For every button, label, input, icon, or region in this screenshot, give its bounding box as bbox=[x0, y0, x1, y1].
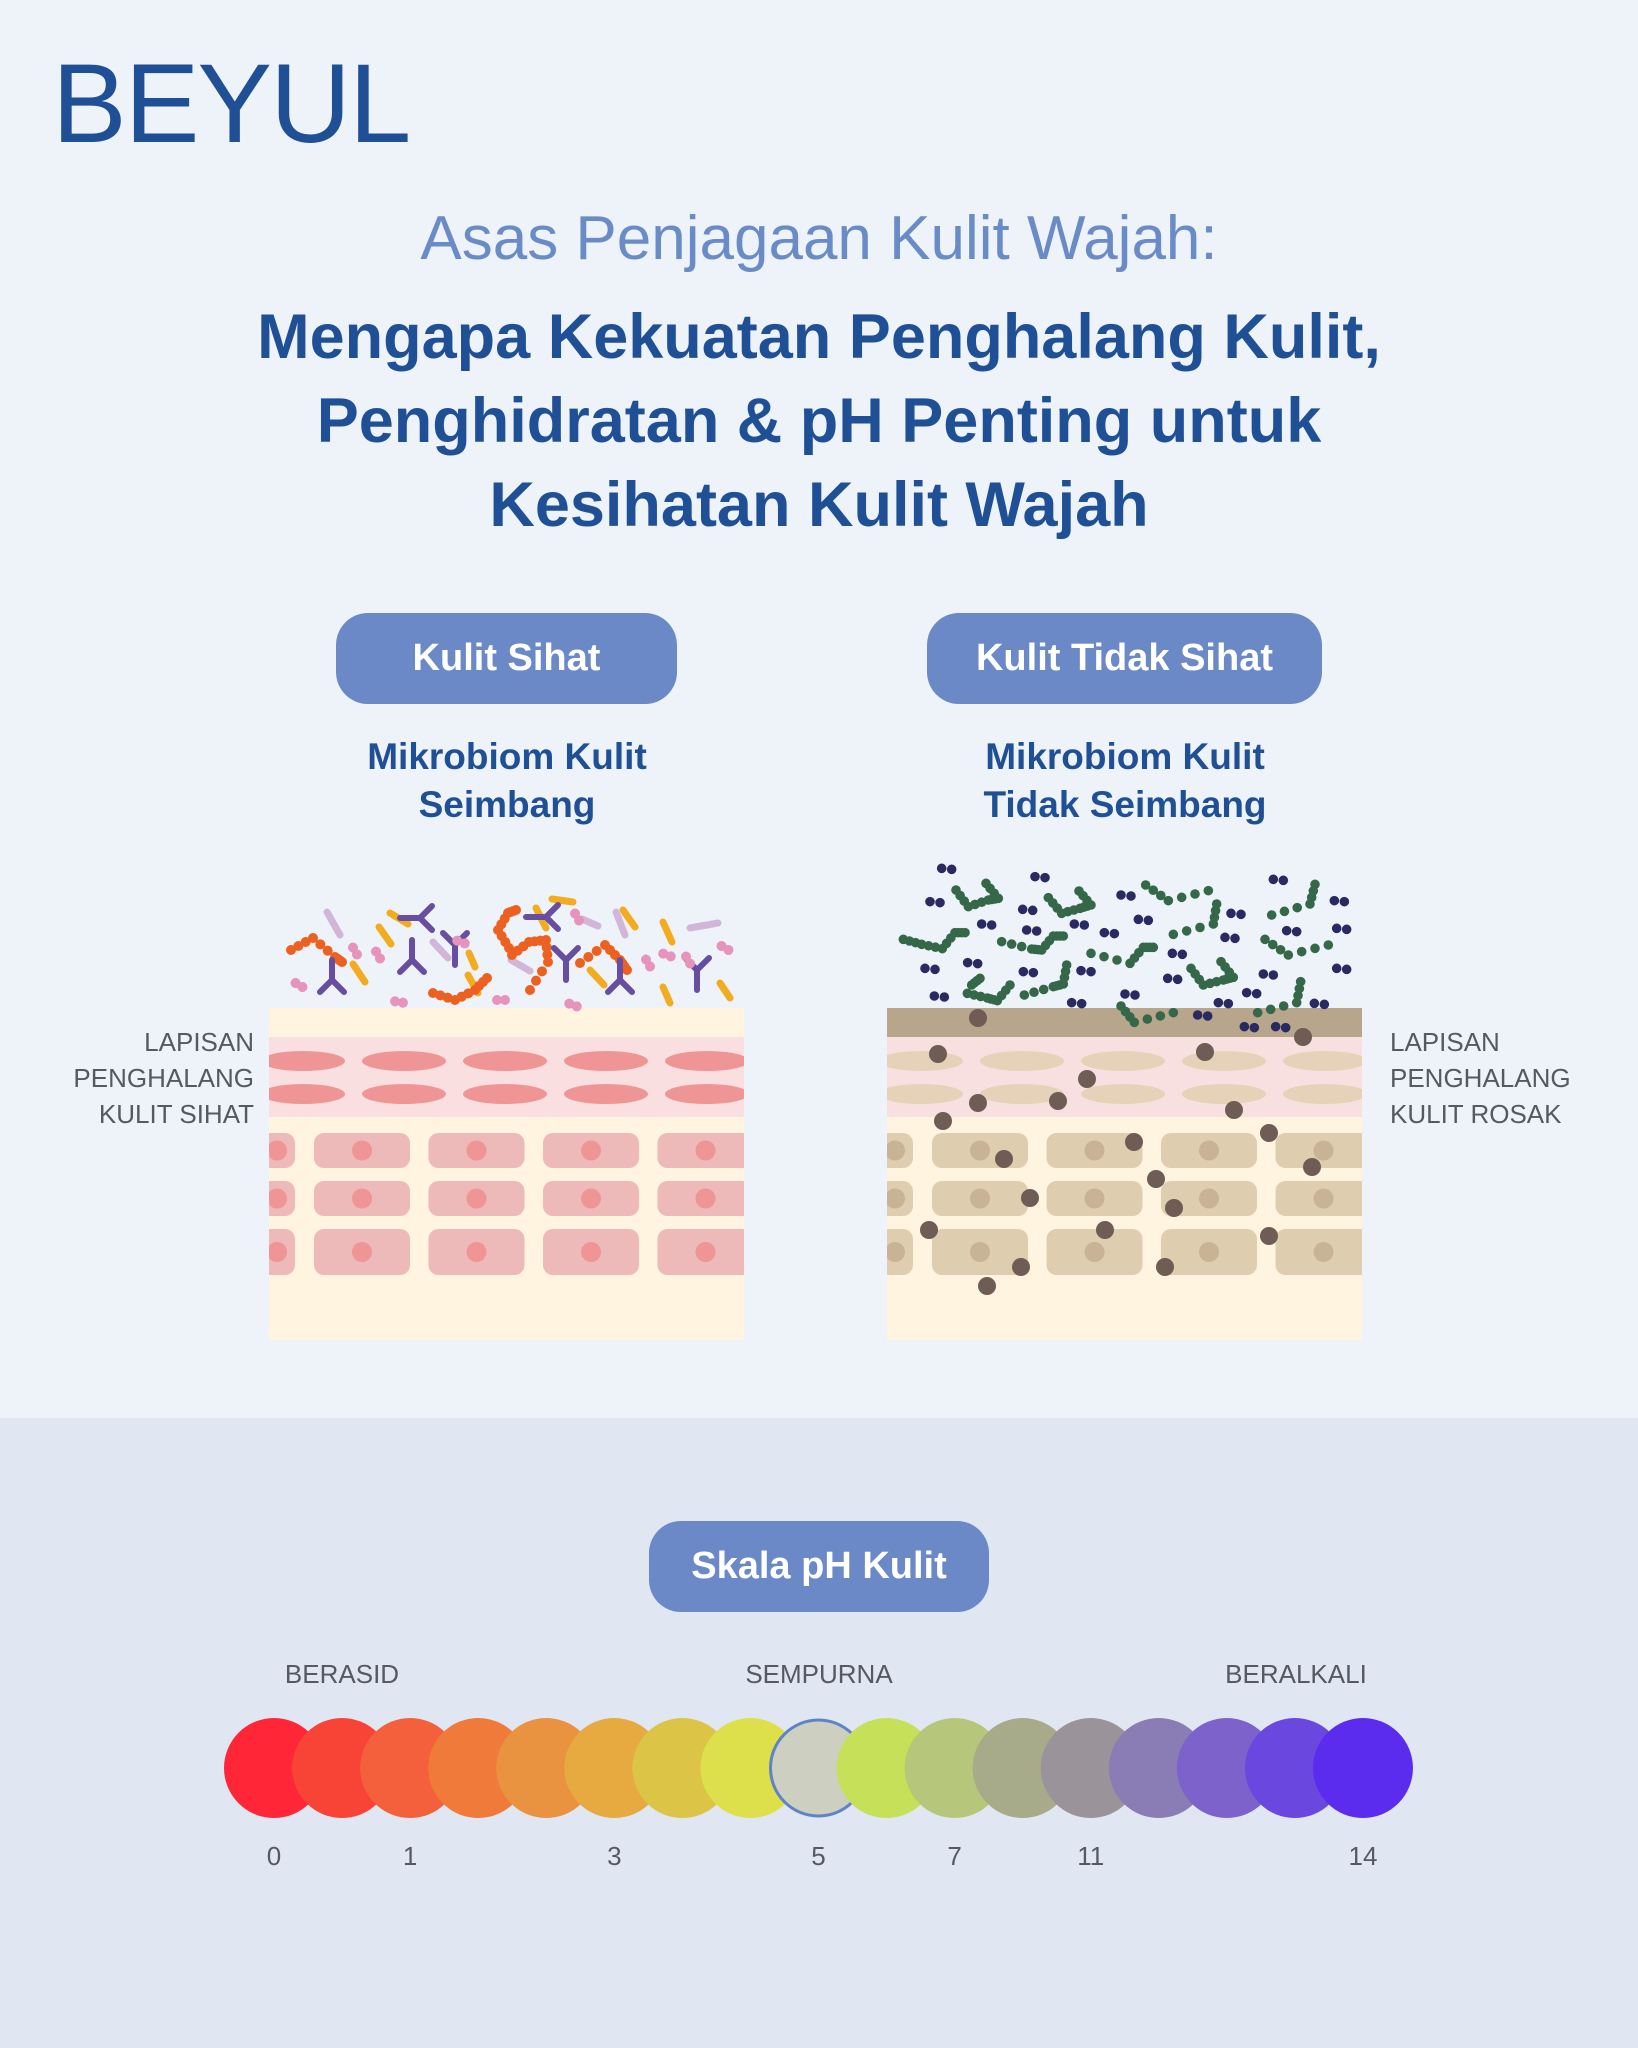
rod-bacteria bbox=[663, 922, 672, 942]
diplococcus bbox=[987, 920, 997, 930]
ph-number: 3 bbox=[607, 1841, 622, 1871]
lipid-cell bbox=[261, 1084, 345, 1104]
diplococcus bbox=[1281, 1023, 1291, 1033]
diplococcus bbox=[1271, 1022, 1281, 1032]
cell-nucleus bbox=[467, 1189, 487, 1209]
title-line-1: Mengapa Kekuatan Penghalang Kulit, bbox=[257, 302, 1381, 372]
diplococcus bbox=[1279, 876, 1289, 886]
diplococcus bbox=[1067, 998, 1077, 1008]
lipid-cell bbox=[1182, 1051, 1266, 1071]
cell-nucleus bbox=[581, 1242, 601, 1262]
cell-nucleus bbox=[581, 1189, 601, 1209]
ph-number: 1 bbox=[402, 1841, 418, 1871]
chain-bacteria bbox=[1324, 940, 1334, 950]
ph-scale-section bbox=[0, 1418, 1638, 2048]
unhealthy-subhead-line-2: Tidak Seimbang bbox=[983, 784, 1267, 825]
diplococcus bbox=[1032, 926, 1042, 936]
lipid-cell bbox=[980, 1051, 1064, 1071]
rod-bacteria bbox=[327, 912, 340, 935]
chain-bacteria bbox=[1005, 980, 1015, 990]
pathogen-particle bbox=[1147, 1170, 1165, 1188]
pathogen-particle bbox=[1303, 1158, 1321, 1176]
healthy-subhead-line-1: Mikrobiom Kulit bbox=[367, 736, 647, 777]
chain-bacteria bbox=[1292, 903, 1302, 913]
chain-bacteria bbox=[537, 966, 547, 976]
healthy-label-line-3: KULIT SIHAT bbox=[98, 1099, 254, 1129]
chain-bacteria bbox=[1169, 1008, 1179, 1018]
y-bacteria bbox=[400, 940, 424, 972]
lipid-cell bbox=[665, 1051, 749, 1071]
diplococcus bbox=[1203, 1011, 1213, 1021]
lipid-cell bbox=[362, 1051, 446, 1071]
ph-number: 0 bbox=[266, 1841, 282, 1871]
chain-bacteria bbox=[1112, 955, 1122, 965]
diplococcus bbox=[715, 939, 736, 957]
cell-nucleus bbox=[696, 1141, 716, 1161]
cell-nucleus bbox=[885, 1189, 905, 1209]
chain-bacteria bbox=[1169, 930, 1179, 940]
pathogen-particle bbox=[1049, 1092, 1067, 1110]
cell-nucleus bbox=[1199, 1141, 1219, 1161]
diplococcus bbox=[1214, 998, 1224, 1008]
healthy-label-line-2: PENGHALANG bbox=[73, 1063, 254, 1093]
diplococcus bbox=[1030, 872, 1040, 882]
cell-nucleus bbox=[1085, 1242, 1105, 1262]
chain-bacteria bbox=[975, 974, 985, 984]
diplococcus bbox=[346, 941, 364, 962]
chain-bacteria bbox=[1182, 926, 1192, 936]
chain-bacteria bbox=[1164, 896, 1174, 906]
pathogen-particle bbox=[1196, 1043, 1214, 1061]
chain-bacteria bbox=[1029, 987, 1039, 997]
diplococcus bbox=[1342, 925, 1352, 935]
chain-bacteria bbox=[1017, 942, 1027, 952]
damaged-label-line-3: KULIT ROSAK bbox=[1390, 1099, 1562, 1129]
diplococcus bbox=[369, 945, 387, 966]
cell-nucleus bbox=[1199, 1242, 1219, 1262]
chain-bacteria bbox=[1099, 952, 1109, 962]
chain-bacteria bbox=[543, 957, 553, 967]
healthy-label-line-1: LAPISAN bbox=[144, 1027, 254, 1057]
rod-bacteria bbox=[379, 927, 391, 944]
cell-nucleus bbox=[352, 1189, 372, 1209]
diplococcus bbox=[1028, 906, 1038, 916]
chain-bacteria bbox=[511, 905, 521, 915]
chain-bacteria bbox=[1279, 1001, 1289, 1011]
pathogen-particle bbox=[920, 1221, 938, 1239]
diplococcus bbox=[639, 953, 657, 974]
chain-bacteria bbox=[583, 952, 593, 962]
diplococcus bbox=[1077, 999, 1087, 1009]
diplococcus bbox=[1040, 873, 1050, 883]
diplococcus bbox=[1332, 964, 1342, 974]
chain-bacteria bbox=[1086, 949, 1096, 959]
rod-bacteria bbox=[433, 942, 448, 958]
pathogen-particle bbox=[1225, 1101, 1243, 1119]
diplococcus bbox=[1110, 929, 1120, 939]
ph-number: 5 bbox=[811, 1841, 826, 1871]
lipid-cell bbox=[463, 1084, 547, 1104]
diplococcus bbox=[920, 964, 930, 974]
chain-bacteria bbox=[1296, 977, 1306, 987]
cell-nucleus bbox=[1085, 1141, 1105, 1161]
rod-bacteria bbox=[511, 960, 530, 971]
pathogen-particle bbox=[1260, 1227, 1278, 1245]
pathogen-particle bbox=[1078, 1070, 1096, 1088]
diplococcus bbox=[1173, 975, 1183, 985]
chain-bacteria bbox=[1297, 947, 1307, 957]
chain-bacteria bbox=[1156, 1011, 1166, 1021]
pathogen-particle bbox=[1021, 1189, 1039, 1207]
diplococcus bbox=[1130, 990, 1140, 1000]
title-line-3: Kesihatan Kulit Wajah bbox=[489, 470, 1149, 540]
diplococcus bbox=[1144, 916, 1154, 926]
diplococcus bbox=[935, 898, 945, 908]
cell-nucleus bbox=[267, 1189, 287, 1209]
diplococcus bbox=[492, 995, 510, 1005]
diplococcus bbox=[1236, 910, 1246, 920]
cell-nucleus bbox=[1314, 1189, 1334, 1209]
diplococcus bbox=[1330, 896, 1340, 906]
pathogen-particle bbox=[969, 1094, 987, 1112]
diplococcus bbox=[1018, 905, 1028, 915]
alkaline-label: BERALKALI bbox=[1225, 1659, 1367, 1689]
chain-bacteria bbox=[1149, 943, 1159, 953]
diplococcus bbox=[973, 959, 983, 969]
diplococcus bbox=[1320, 1000, 1330, 1010]
chain-bacteria bbox=[525, 985, 535, 995]
pathogen-particle bbox=[1165, 1199, 1183, 1217]
ideal-label: SEMPURNA bbox=[745, 1659, 893, 1689]
diplococcus bbox=[1022, 925, 1032, 935]
diplococcus bbox=[389, 996, 408, 1009]
healthy-skin-illustration bbox=[199, 1008, 754, 1340]
diplococcus bbox=[1086, 967, 1096, 977]
lipid-cell bbox=[463, 1051, 547, 1071]
diplococcus bbox=[1178, 950, 1188, 960]
unhealthy-subhead-line-1: Mikrobiom Kulit bbox=[985, 736, 1265, 777]
chain-bacteria bbox=[337, 957, 347, 967]
cell-nucleus bbox=[696, 1242, 716, 1262]
cell-nucleus bbox=[581, 1141, 601, 1161]
barrier-layer bbox=[887, 1037, 1362, 1117]
diplococcus bbox=[1240, 1022, 1250, 1032]
chain-bacteria bbox=[1177, 893, 1187, 903]
cell-nucleus bbox=[1314, 1242, 1334, 1262]
diplococcus bbox=[1168, 949, 1178, 959]
healthy-skin-pill: Kulit Sihat bbox=[336, 613, 677, 704]
chain-bacteria bbox=[1280, 907, 1290, 917]
pathogen-particle bbox=[934, 1112, 952, 1130]
diplococcus bbox=[1340, 897, 1350, 907]
y-bacteria bbox=[400, 906, 432, 930]
chain-bacteria bbox=[1039, 985, 1049, 995]
chain-bacteria bbox=[1062, 960, 1072, 970]
diplococcus bbox=[963, 958, 973, 968]
subtitle: Asas Penjagaan Kulit Wajah: bbox=[420, 204, 1218, 273]
lipid-cell bbox=[1081, 1051, 1165, 1071]
pathogen-particle bbox=[929, 1045, 947, 1063]
cell-nucleus bbox=[970, 1141, 990, 1161]
ph-scale-pill: Skala pH Kulit bbox=[649, 1521, 989, 1612]
cell-nucleus bbox=[885, 1141, 905, 1161]
diplococcus bbox=[1250, 1023, 1260, 1033]
chain-bacteria bbox=[1310, 880, 1320, 890]
chain-bacteria bbox=[1284, 950, 1294, 960]
ph-number: 14 bbox=[1348, 1841, 1378, 1871]
rod-bacteria bbox=[690, 923, 718, 928]
cell-nucleus bbox=[267, 1242, 287, 1262]
cell-nucleus bbox=[467, 1141, 487, 1161]
healthy-subhead-line-2: Seimbang bbox=[418, 784, 596, 825]
diplococcus bbox=[1120, 989, 1130, 999]
lipid-cell bbox=[1283, 1084, 1367, 1104]
cell-nucleus bbox=[352, 1242, 372, 1262]
pathogen-particle bbox=[1156, 1258, 1174, 1276]
diplococcus bbox=[1332, 924, 1342, 934]
rod-bacteria bbox=[552, 899, 573, 902]
diplococcus bbox=[1224, 999, 1234, 1009]
pathogen-particle bbox=[1260, 1124, 1278, 1142]
diplococcus bbox=[977, 919, 987, 929]
diplococcus bbox=[1342, 965, 1352, 975]
chain-bacteria bbox=[575, 958, 585, 968]
chain-bacteria bbox=[1253, 1008, 1263, 1018]
diplococcus bbox=[657, 947, 677, 963]
diplococcus bbox=[1126, 891, 1136, 901]
diplococcus bbox=[1282, 926, 1292, 936]
pathogen-particle bbox=[995, 1150, 1013, 1168]
lipid-cell bbox=[362, 1084, 446, 1104]
diplococcus bbox=[1252, 989, 1262, 999]
cell-nucleus bbox=[267, 1141, 287, 1161]
diplococcus bbox=[1019, 967, 1029, 977]
diplococcus bbox=[1163, 974, 1173, 984]
diplococcus bbox=[1230, 934, 1240, 944]
lipid-cell bbox=[879, 1051, 963, 1071]
acidic-label: BERASID bbox=[284, 1659, 400, 1689]
diplococcus bbox=[1259, 969, 1269, 979]
damaged-label-line-2: PENGHALANG bbox=[1390, 1063, 1571, 1093]
diplococcus bbox=[1193, 1010, 1203, 1020]
chain-bacteria bbox=[592, 946, 602, 956]
diplococcus bbox=[1310, 999, 1320, 1009]
diplococcus bbox=[1100, 928, 1110, 938]
lipid-cell bbox=[1081, 1084, 1165, 1104]
chain-bacteria bbox=[960, 928, 970, 938]
cell-nucleus bbox=[885, 1242, 905, 1262]
diplococcus bbox=[940, 992, 950, 1002]
cell-nucleus bbox=[1314, 1141, 1334, 1161]
pathogen-particle bbox=[1294, 1028, 1312, 1046]
pathogen-particle bbox=[1096, 1221, 1114, 1239]
rod-bacteria bbox=[353, 964, 365, 982]
diplococcus bbox=[930, 991, 940, 1001]
diplococcus bbox=[1070, 919, 1080, 929]
rod-bacteria bbox=[623, 910, 635, 927]
damaged-label-line-1: LAPISAN bbox=[1390, 1027, 1500, 1057]
chain-bacteria bbox=[1216, 957, 1226, 967]
chain-bacteria bbox=[1190, 889, 1200, 899]
diplococcus bbox=[1292, 927, 1302, 937]
cell-nucleus bbox=[970, 1242, 990, 1262]
cell-nucleus bbox=[1199, 1189, 1219, 1209]
chain-bacteria bbox=[1074, 886, 1084, 896]
diplococcus bbox=[1029, 968, 1039, 978]
lipid-cell bbox=[564, 1051, 648, 1071]
pathogen-particle bbox=[978, 1277, 996, 1295]
stratum-corneum bbox=[269, 1008, 744, 1037]
cell-nucleus bbox=[970, 1189, 990, 1209]
pathogen-particle bbox=[1125, 1133, 1143, 1151]
rod-bacteria bbox=[469, 953, 475, 967]
diplococcus bbox=[1220, 933, 1230, 943]
diplococcus bbox=[1242, 988, 1252, 998]
chain-bacteria bbox=[1020, 990, 1030, 1000]
chain-bacteria bbox=[622, 965, 632, 975]
rod-bacteria bbox=[590, 970, 604, 985]
y-bacteria bbox=[554, 948, 578, 980]
diplococcus bbox=[1269, 970, 1279, 980]
rod-bacteria bbox=[663, 987, 670, 1003]
chain-bacteria bbox=[1007, 939, 1017, 949]
chain-bacteria bbox=[1130, 1018, 1140, 1028]
chain-bacteria bbox=[1266, 1005, 1276, 1015]
diplococcus bbox=[1226, 909, 1236, 919]
pathogen-particle bbox=[1012, 1258, 1030, 1276]
diplococcus bbox=[1134, 915, 1144, 925]
chain-bacteria bbox=[1310, 944, 1320, 954]
chain-bacteria bbox=[531, 976, 541, 986]
title-line-2: Penghidratan & pH Penting untuk bbox=[316, 386, 1322, 456]
chain-bacteria bbox=[1143, 1014, 1153, 1024]
imbalanced-microbiome-illustration bbox=[899, 864, 1352, 1033]
unhealthy-skin-pill: Kulit Tidak Sihat bbox=[927, 613, 1322, 704]
lipid-cell bbox=[879, 1084, 963, 1104]
lipid-cell bbox=[564, 1084, 648, 1104]
lipid-cell bbox=[261, 1051, 345, 1071]
pathogen-particle bbox=[969, 1009, 987, 1027]
diplococcus bbox=[1269, 875, 1279, 885]
rod-bacteria bbox=[720, 983, 730, 998]
ph-number: 11 bbox=[1077, 1841, 1105, 1871]
diplococcus bbox=[947, 865, 957, 875]
damaged-skin-illustration bbox=[817, 1008, 1372, 1340]
cell-nucleus bbox=[696, 1189, 716, 1209]
diplococcus bbox=[930, 965, 940, 975]
lipid-cell bbox=[1182, 1084, 1266, 1104]
diplococcus bbox=[1116, 890, 1126, 900]
brand-logo: BEYUL bbox=[52, 41, 410, 166]
diplococcus bbox=[1080, 920, 1090, 930]
chain-bacteria bbox=[1059, 931, 1069, 941]
barrier-layer bbox=[269, 1037, 744, 1117]
cell-nucleus bbox=[1085, 1189, 1105, 1209]
chain-bacteria bbox=[997, 937, 1007, 947]
chain-bacteria bbox=[1204, 886, 1214, 896]
diplococcus bbox=[1076, 966, 1086, 976]
balanced-microbiome-illustration bbox=[286, 899, 735, 1013]
chain-bacteria bbox=[1212, 899, 1222, 909]
chain-bacteria bbox=[1267, 910, 1277, 920]
chain-bacteria bbox=[981, 879, 991, 889]
rod-bacteria bbox=[582, 919, 598, 926]
diplococcus bbox=[289, 976, 310, 994]
chain-bacteria bbox=[1195, 923, 1205, 933]
diplococcus bbox=[937, 864, 947, 874]
lipid-cell bbox=[1283, 1051, 1367, 1071]
ph-number: 7 bbox=[947, 1841, 962, 1871]
cell-nucleus bbox=[352, 1141, 372, 1161]
diplococcus bbox=[925, 897, 935, 907]
cell-nucleus bbox=[467, 1242, 487, 1262]
chain-bacteria bbox=[482, 973, 492, 983]
lipid-cell bbox=[665, 1084, 749, 1104]
